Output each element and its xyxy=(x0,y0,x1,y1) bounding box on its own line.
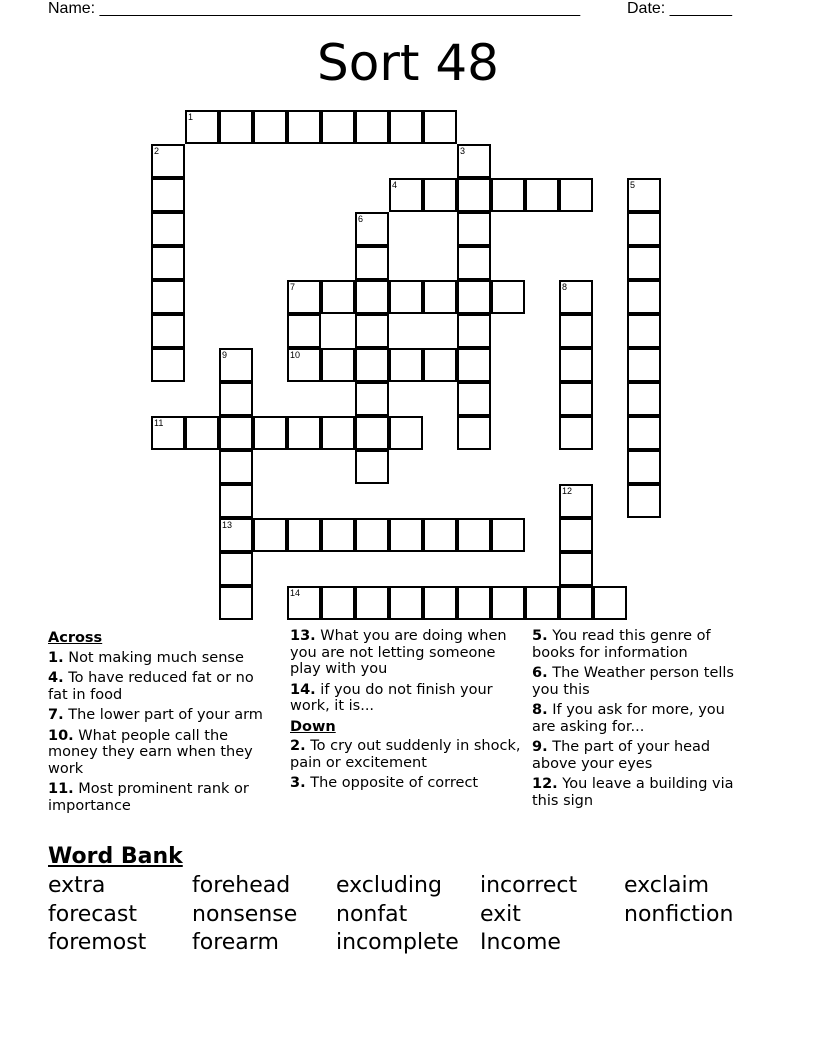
grid-cell xyxy=(185,110,219,144)
grid-cell xyxy=(219,484,253,518)
clue xyxy=(290,775,522,792)
date-field: Date: _______ xyxy=(627,0,732,17)
clue-text: You leave a building via this sign xyxy=(532,776,734,809)
down-clue-list xyxy=(290,738,522,792)
grid-cell xyxy=(593,586,627,620)
clue-number: 8 xyxy=(562,282,568,292)
clue-num: 5. xyxy=(532,628,548,644)
grid-cell xyxy=(287,110,321,144)
grid-cell xyxy=(627,348,661,382)
clue-text: The Weather person tells you this xyxy=(532,665,734,698)
word-bank-word: forehead xyxy=(192,873,291,898)
word-bank-word: exclaim xyxy=(624,873,710,898)
word-bank-word: nonfat xyxy=(336,902,408,927)
clue xyxy=(48,707,273,724)
grid-cell xyxy=(491,178,525,212)
grid-cell xyxy=(253,518,287,552)
clue xyxy=(532,776,747,809)
grid-cell xyxy=(559,348,593,382)
grid-cell xyxy=(559,382,593,416)
clue-num: 7. xyxy=(48,707,64,723)
grid-cell xyxy=(287,314,321,348)
word-bank-word: forearm xyxy=(192,930,279,955)
grid-cell xyxy=(627,484,661,518)
grid-cell xyxy=(355,416,389,450)
grid-cell xyxy=(219,416,253,450)
clue-column-1 xyxy=(48,628,273,818)
clue-column-3 xyxy=(532,628,747,813)
grid-cell xyxy=(627,212,661,246)
name-field: Name: ______________________________________________________ xyxy=(48,0,581,17)
grid-cell xyxy=(559,314,593,348)
grid-cell xyxy=(185,416,219,450)
grid-cell xyxy=(457,314,491,348)
clue-num: 9. xyxy=(532,739,548,755)
grid-cell xyxy=(219,450,253,484)
grid-cell xyxy=(219,382,253,416)
grid-cell xyxy=(151,212,185,246)
grid-cell xyxy=(627,416,661,450)
grid-cell xyxy=(423,110,457,144)
grid-cell xyxy=(151,416,185,450)
grid-cell xyxy=(219,348,253,382)
clue xyxy=(290,738,522,771)
clue xyxy=(532,702,747,735)
clue-number: 13 xyxy=(222,520,233,530)
grid-cell xyxy=(253,416,287,450)
clue-num: 2. xyxy=(290,738,306,754)
grid-cell xyxy=(355,586,389,620)
clue-number: 7 xyxy=(290,282,296,292)
clue-number: 10 xyxy=(290,350,301,360)
grid-cell xyxy=(321,416,355,450)
clue-num: 10. xyxy=(48,727,74,744)
clue xyxy=(532,628,747,661)
grid-cell xyxy=(355,314,389,348)
grid-cell xyxy=(389,586,423,620)
clue-num: 12. xyxy=(532,776,558,792)
clue-number: 9 xyxy=(222,350,228,360)
grid-cell xyxy=(321,348,355,382)
grid-cell xyxy=(389,416,423,450)
clue xyxy=(48,781,273,814)
clue-num: 6. xyxy=(532,665,548,681)
grid-cell xyxy=(627,246,661,280)
grid-cell xyxy=(457,212,491,246)
grid-cell xyxy=(287,416,321,450)
word-bank-word: exit xyxy=(480,902,521,927)
clue-text: If you ask for more, you are asking for... xyxy=(532,702,725,735)
grid-cell xyxy=(389,110,423,144)
grid-cell xyxy=(457,280,491,314)
word-bank-word: Income xyxy=(480,930,561,955)
grid-cell xyxy=(491,518,525,552)
grid-cell xyxy=(491,280,525,314)
grid-cell xyxy=(525,586,559,620)
word-bank-word: nonfiction xyxy=(624,902,734,927)
clue-text: The lower part of your arm xyxy=(63,707,263,723)
grid-cell xyxy=(389,178,423,212)
grid-cell xyxy=(423,178,457,212)
grid-cell xyxy=(627,178,661,212)
grid-cell xyxy=(389,518,423,552)
clue-number: 11 xyxy=(154,418,164,428)
clue xyxy=(290,682,522,715)
clue-text: To cry out suddenly in shock, pain or excitement xyxy=(290,738,521,771)
grid-cell xyxy=(219,586,253,620)
clue-number: 4 xyxy=(392,180,398,190)
grid-cell xyxy=(457,348,491,382)
word-bank-word: forecast xyxy=(48,902,137,927)
page-title: Sort 48 xyxy=(316,34,499,92)
clue-text: Not making much sense xyxy=(63,649,244,666)
grid-cell xyxy=(151,348,185,382)
grid-cell xyxy=(151,280,185,314)
grid-cell xyxy=(457,246,491,280)
grid-cell xyxy=(389,280,423,314)
clue-column-2 xyxy=(290,628,522,796)
grid-cell xyxy=(355,450,389,484)
grid-cell xyxy=(627,314,661,348)
clue-text: You read this genre of books for information xyxy=(532,628,711,661)
clue-text: To have reduced fat or no fat in food xyxy=(48,670,254,703)
grid-cell xyxy=(559,552,593,586)
clue-number: 12 xyxy=(562,486,573,496)
grid-cell xyxy=(355,518,389,552)
word-bank-word: foremost xyxy=(48,930,147,955)
grid-cell xyxy=(355,382,389,416)
grid-cell xyxy=(355,212,389,246)
grid-cell xyxy=(627,280,661,314)
grid-cell xyxy=(321,110,355,144)
across-clue-list xyxy=(48,650,273,815)
grid-cell xyxy=(559,178,593,212)
grid-cell xyxy=(219,518,253,552)
grid-cell xyxy=(559,484,593,518)
clue-num: 3. xyxy=(290,775,306,791)
across-clue-list-continued xyxy=(290,628,522,715)
grid-cell xyxy=(219,110,253,144)
clue xyxy=(532,739,747,772)
grid-cell xyxy=(287,280,321,314)
word-bank-word: incorrect xyxy=(480,873,578,898)
grid-cell xyxy=(559,586,593,620)
clue-num: 11. xyxy=(48,781,74,797)
grid-cell xyxy=(423,586,457,620)
clue-number: 6 xyxy=(358,214,364,224)
grid-cell xyxy=(457,178,491,212)
clue xyxy=(48,670,273,703)
clue-text: if you do not finish your work, it is... xyxy=(290,681,493,714)
clue-num: 4. xyxy=(48,670,64,686)
grid-cell xyxy=(219,552,253,586)
word-bank-word: incomplete xyxy=(336,930,459,955)
clue-text: What you are doing when you are not letting someone play with you xyxy=(290,628,507,677)
grid-cell xyxy=(389,348,423,382)
clue-number: 5 xyxy=(630,180,636,190)
grid-cell xyxy=(151,246,185,280)
grid-cell xyxy=(355,110,389,144)
clue-text: The opposite of correct xyxy=(305,775,479,791)
grid-cell xyxy=(355,280,389,314)
grid-cell xyxy=(253,110,287,144)
grid-cell xyxy=(355,246,389,280)
word-bank-title: Word Bank xyxy=(48,844,183,869)
clue-num: 8. xyxy=(532,702,548,718)
grid-cell xyxy=(559,416,593,450)
grid-cell xyxy=(355,348,389,382)
grid-cell xyxy=(287,518,321,552)
clue-num: 14. xyxy=(290,681,316,698)
down-clue-list-continued xyxy=(532,628,747,809)
grid-cell xyxy=(457,416,491,450)
grid-cell xyxy=(559,280,593,314)
grid-cell xyxy=(423,348,457,382)
word-bank-word: excluding xyxy=(336,873,442,898)
grid-cell xyxy=(457,144,491,178)
down-heading: Down xyxy=(290,718,336,735)
word-bank-word: nonsense xyxy=(192,902,298,927)
grid-cell xyxy=(457,586,491,620)
grid-cell xyxy=(321,586,355,620)
grid-cell xyxy=(287,348,321,382)
grid-cell xyxy=(151,144,185,178)
clue xyxy=(532,665,747,698)
grid-cell xyxy=(627,382,661,416)
word-bank-word: extra xyxy=(48,873,106,898)
clue xyxy=(48,728,273,778)
clue-text: Most prominent rank or importance xyxy=(48,781,249,814)
clue-num: 13. xyxy=(290,628,316,644)
clue-number: 14 xyxy=(290,588,301,598)
clue-num: 1. xyxy=(48,649,64,666)
grid-cell xyxy=(457,382,491,416)
across-heading: Across xyxy=(48,630,103,646)
clue xyxy=(290,628,522,678)
grid-cell xyxy=(525,178,559,212)
grid-cell xyxy=(457,518,491,552)
grid-cell xyxy=(321,518,355,552)
clue-number: 3 xyxy=(460,146,466,156)
grid-cell xyxy=(151,178,185,212)
grid-cell xyxy=(287,586,321,620)
clue-number: 2 xyxy=(154,146,160,156)
clue-number: 1 xyxy=(188,112,194,122)
grid-cell xyxy=(151,314,185,348)
grid-cell xyxy=(423,518,457,552)
grid-cell xyxy=(491,586,525,620)
clue-text: The part of your head above your eyes xyxy=(532,739,711,772)
grid-cell xyxy=(627,450,661,484)
clue xyxy=(48,650,273,667)
grid-cell xyxy=(321,280,355,314)
grid-cell xyxy=(559,518,593,552)
clue-text: What people call the money they earn when they work xyxy=(48,727,253,777)
grid-cell xyxy=(423,280,457,314)
